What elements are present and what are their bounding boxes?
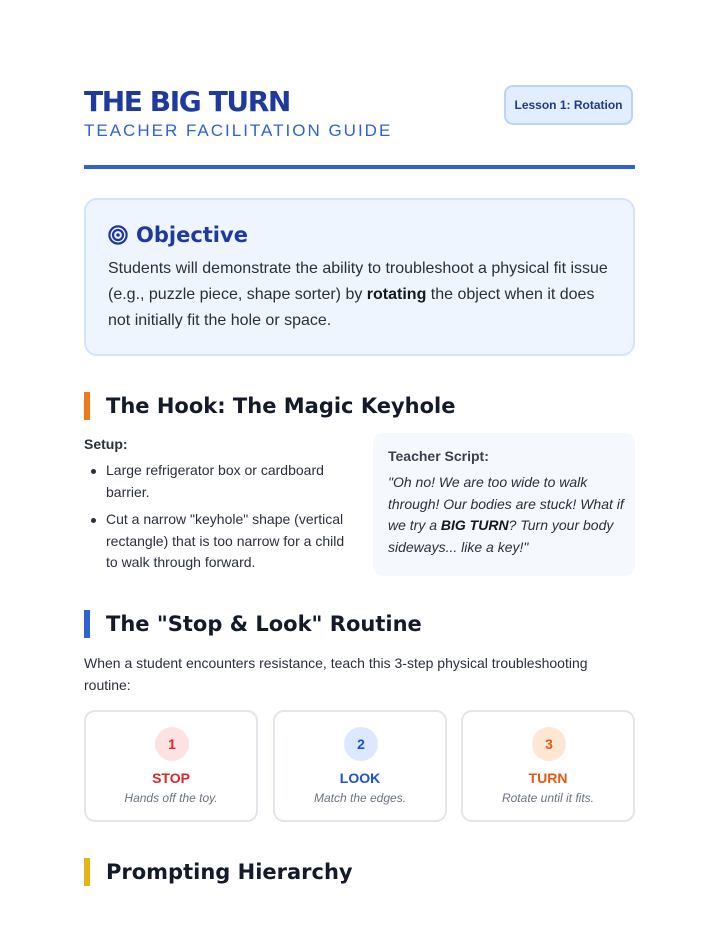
prompting-title: Prompting Hierarchy — [106, 860, 353, 884]
script-text-part: "Oh no! We are too wide to walk through! Our bodies are stuck! What if we try a — [388, 474, 624, 533]
step-number-badge: 3 — [532, 727, 566, 761]
routine-intro: When a student encounters resistance, teach this 3-step physical troubleshooting routine: — [84, 655, 588, 693]
objective-heading — [108, 221, 248, 249]
setup-label: Setup: — [84, 436, 128, 452]
step-card-turn — [461, 710, 635, 822]
teacher-script-label: Teacher Script: — [388, 448, 489, 464]
step-description: Match the edges. — [313, 791, 407, 805]
bullet-icon — [91, 469, 96, 474]
objective-text — [108, 256, 613, 334]
page-title: THE BIG TURN — [84, 85, 290, 118]
page-subtitle: TEACHER FACILITATION GUIDE — [84, 121, 393, 140]
list-item — [84, 460, 346, 503]
prompting-accent-bar — [84, 858, 90, 886]
step-description: Rotate until it fits. — [501, 791, 595, 805]
step-number-badge: 2 — [344, 727, 378, 761]
setup-list — [84, 460, 346, 580]
lesson-badge: Lesson 1: Rotation — [504, 85, 633, 125]
step-card-stop — [84, 710, 258, 822]
header-divider — [84, 165, 635, 169]
list-item — [84, 509, 346, 574]
hook-title: The Hook: The Magic Keyhole — [106, 394, 456, 418]
step-description: Hands off the toy. — [124, 791, 218, 805]
step-card-look — [273, 710, 447, 822]
objective-text-part: the object when it does not initially fit the hole or space. — [108, 286, 595, 329]
routine-title: The "Stop & Look" Routine — [106, 612, 422, 636]
objective-text-part: Students will demonstrate the ability to troubleshoot a physical fit issue (e.g., puzzle piece, shape sorter) by — [108, 260, 608, 303]
step-number-badge: 1 — [155, 727, 189, 761]
hook-accent-bar — [84, 392, 90, 420]
step-name: TURN — [528, 770, 568, 786]
script-text-bold: BIG TURN — [440, 517, 509, 533]
teacher-script-text — [388, 472, 624, 558]
step-name: LOOK — [339, 770, 381, 786]
target-icon — [108, 225, 128, 245]
objective-title: Objective — [136, 223, 248, 247]
routine-accent-bar — [84, 610, 90, 638]
objective-text-bold: rotating — [366, 286, 427, 303]
list-item-text: Cut a narrow "keyhole" shape (vertical rectangle) that is too narrow for a child to walk through forward. — [106, 511, 345, 570]
list-item-text: Large refrigerator box or cardboard barrier. — [106, 462, 324, 500]
bullet-icon — [91, 518, 96, 523]
step-name: STOP — [152, 770, 190, 786]
script-text-part: ? Turn your body sideways... like a key!" — [388, 517, 614, 555]
